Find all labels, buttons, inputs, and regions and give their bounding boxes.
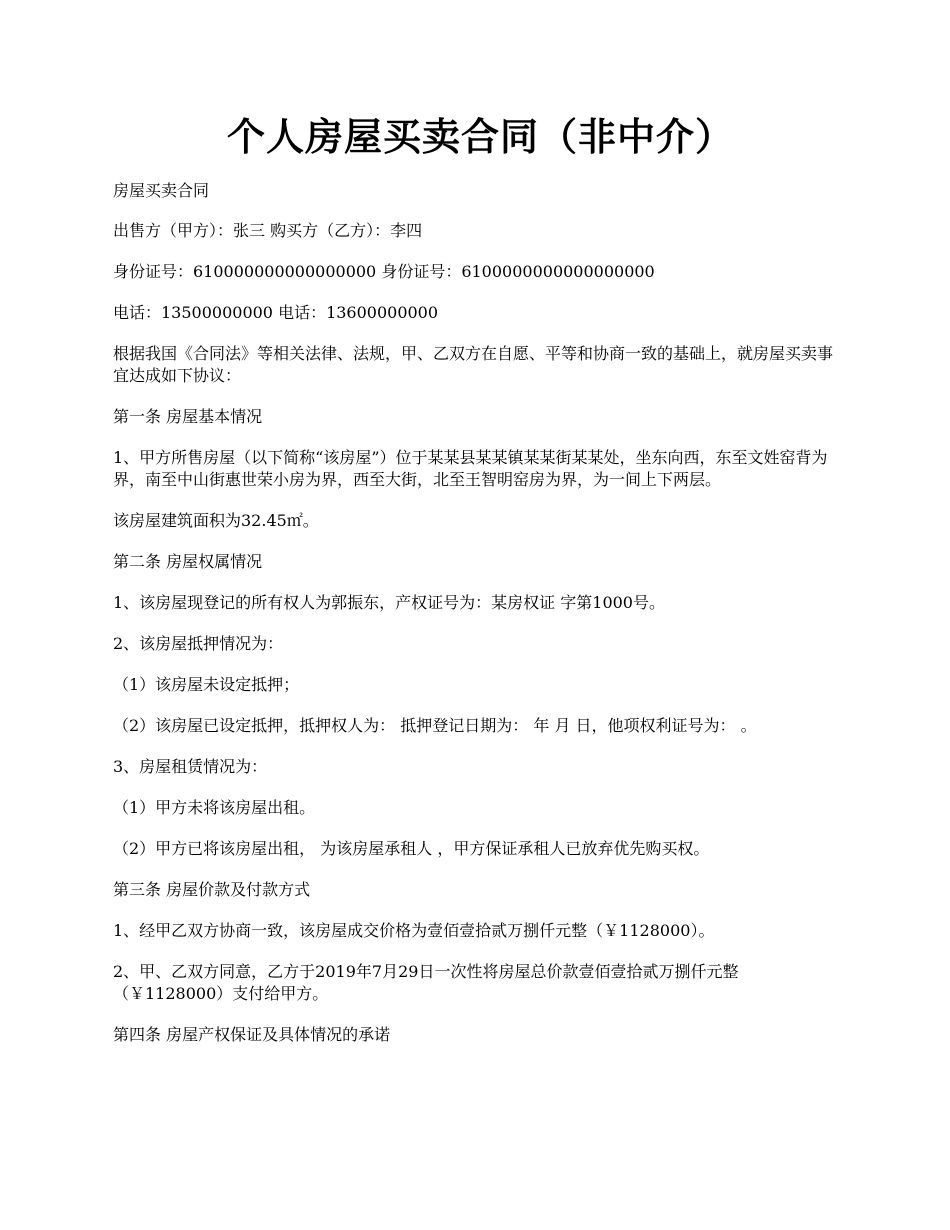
paragraph-mortgage-set: （2）该房屋已设定抵押，抵押权人为： 抵押登记日期为： 年 月 日，他项权利证号为： 。 [113, 716, 757, 735]
paragraph-payment: 2、甲、乙双方同意，乙方于2019年7月29日一次性将房屋总价款壹佰壹拾贰万捌仟元整（￥1128000）支付给甲方。 [113, 962, 739, 1003]
paragraph-parties: 出售方（甲方）：张三 购买方（乙方）：李四 [113, 221, 423, 240]
paragraph-subtitle: 房屋买卖合同 [113, 181, 210, 200]
paragraph-phones: 电话：13500000000 电话：13600000000 [113, 303, 439, 322]
paragraph-mortgage-status: 2、该房屋抵押情况为： [113, 634, 284, 653]
document-title: 个人房屋买卖合同（非中介） [226, 114, 734, 159]
heading-article-1: 第一条 房屋基本情况 [113, 407, 263, 426]
heading-article-4: 第四条 房屋产权保证及具体情况的承诺 [113, 1025, 391, 1044]
document-page [113, 0, 848, 1046]
paragraph-lease-set: （2）甲方已将该房屋出租， 为该房屋承租人 ，甲方保证承租人已放弃优先购买权。 [113, 839, 710, 858]
paragraph-mortgage-none: （1）该房屋未设定抵押； [113, 675, 300, 694]
heading-article-3: 第三条 房屋价款及付款方式 [113, 880, 311, 899]
paragraph-house-area: 该房屋建筑面积为32.45㎡。 [113, 511, 319, 530]
paragraph-id-numbers: 身份证号：610000000000000000 身份证号：6100000000000000000 [113, 262, 655, 281]
paragraph-lease-none: （1）甲方未将该房屋出租。 [113, 798, 316, 817]
paragraph-ownership: 1、该房屋现登记的所有权人为郭振东，产权证号为：某房权证 字第1000号。 [113, 593, 665, 612]
paragraph-house-location: 1、甲方所售房屋（以下简称“该房屋”）位于某某县某某镇某某街某某处，坐东向西，东至文姓窑背为界，南至中山街惠世荣小房为界，西至大街，北至王智明窑房为界，为一间上下两层。 [113, 448, 828, 489]
paragraph-preamble: 根据我国《合同法》等相关法律、法规，甲、乙双方在自愿、平等和协商一致的基础上，就房屋买卖事宜达成如下协议： [113, 344, 834, 385]
paragraph-price: 1、经甲乙双方协商一致，该房屋成交价格为壹佰壹拾贰万捌仟元整（￥1128000）。 [113, 921, 715, 940]
heading-article-2: 第二条 房屋权属情况 [113, 552, 263, 571]
paragraph-lease-status: 3、房屋租赁情况为： [113, 757, 268, 776]
